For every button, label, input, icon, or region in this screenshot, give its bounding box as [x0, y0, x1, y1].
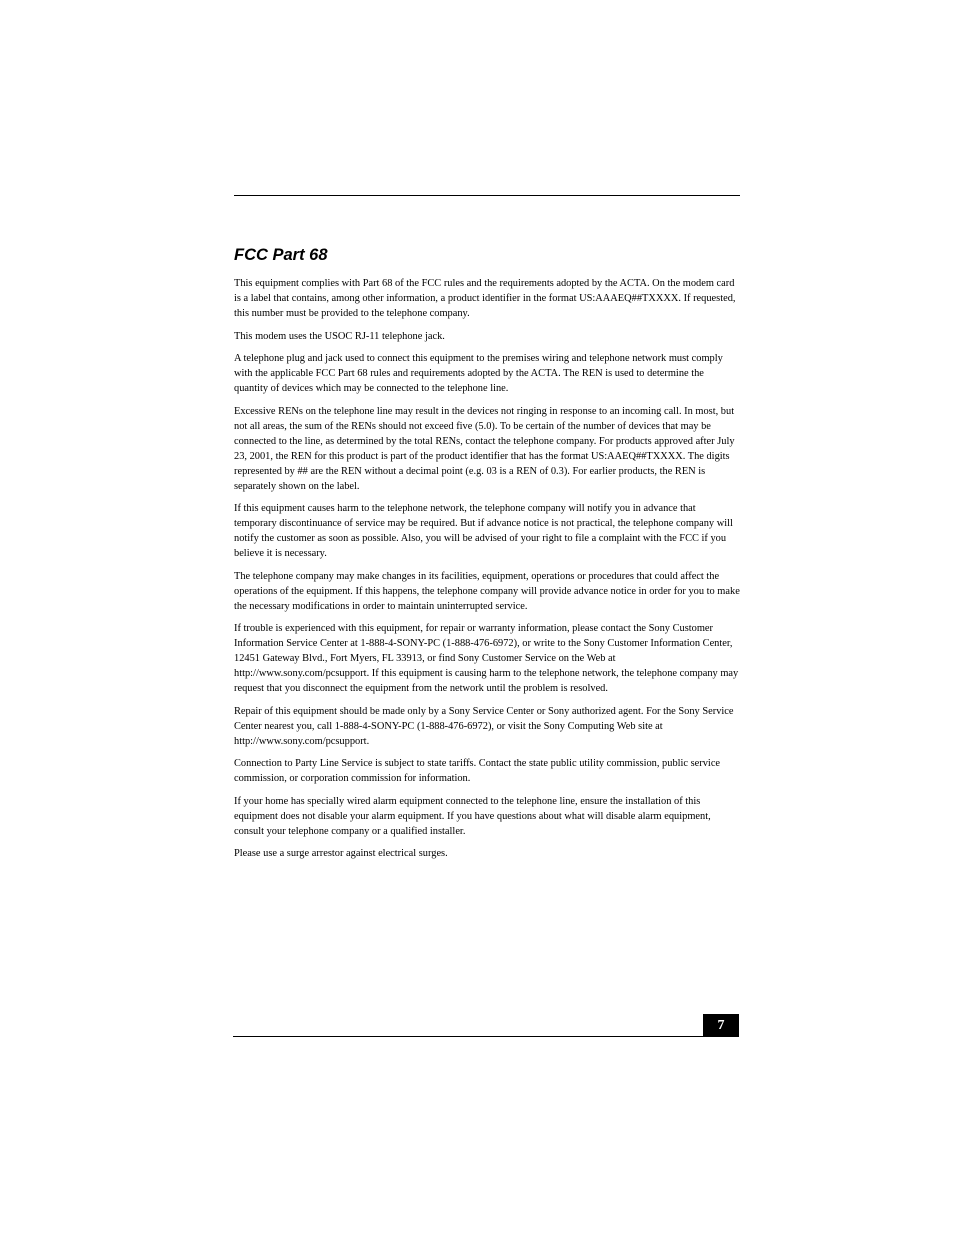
paragraph-facility-changes: The telephone company may make changes in its facilities, equipment, operations or procedures that could affect the operations of the equipment. If this happens, the telephone company will provide advance notice in order for you to make the necessary modifications in order to maintain uninterrupted service.: [234, 570, 740, 612]
paragraph-usoc-jack: This modem uses the USOC RJ-11 telephone jack.: [234, 330, 445, 342]
paragraph-plug-and-jack: A telephone plug and jack used to connect this equipment to the premises wiring and telephone network must comply with the applicable FCC Part 68 rules and requirements adopted by the ACTA. The REN is used to determine the quantity of devices which may be connected to the telephone line.: [234, 353, 723, 394]
paragraph-network-harm: If this equipment causes harm to the telephone network, the telephone company will notify you in advance that temporary discontinuance of service may be required. But if advance notice is not practical, the telephone company will notify the customer as soon as possible. Also, you will be advised of your right to file a complaint with the FCC if you believe it is necessary.: [234, 503, 733, 559]
paragraph-surge-arrestor: Please use a surge arrestor against electrical surges.: [234, 848, 448, 859]
paragraph-excessive-rens: Excessive RENs on the telephone line may result in the devices not ringing in response to an incoming call. In most, but not all areas, the sum of the RENs should not exceed five (5.0). To be certain of the number of devices that may be connected to the line, as determined by the total RENs, contact the telephone company. For products approved after July 23, 2001, the REN for this product is part of the product identifier that has the format US:AAEQ##TXXXX. The digits represented by ## are the REN without a decimal point (e.g. 03 is a REN of 0.3). For earlier products, the REN is separately shown on the label.: [234, 405, 735, 492]
paragraph-trouble-support: If trouble is experienced with this equipment, for repair or warranty information, please contact the Sony Customer Information Service Center at 1-888-4-SONY-PC (1-888-476-6972), or write to the Sony Customer Information Center, 12451 Gateway Blvd., Fort Myers, FL 33913, or find Sony Customer Service on the Web at http://www.sony.com/pcsupport. If this equipment is causing harm to the telephone network, the telephone company may request that you disconnect the equipment from the network until the problem is resolved.: [234, 623, 739, 694]
footer-rule: [233, 1036, 739, 1037]
paragraph-party-line: Connection to Party Line Service is subject to state tariffs. Contact the state public utility commission, public service commission, or corporation commission for information.: [234, 758, 721, 784]
paragraph-alarm-equipment: If your home has specially wired alarm equipment connected to the telephone line, ensure the installation of this equipment does not disable your alarm equipment. If you have questions about what will disable alarm equipment, consult your telephone company or a qualified installer.: [234, 795, 711, 837]
header-rule: [234, 195, 740, 196]
paragraph-fcc-compliance: This equipment complies with Part 68 of the FCC rules and the requirements adopted by the ACTA. On the modem card is a label that contains, among other information, a product identifier in the format US:AAAEQ##TXXXX. If requested, this number must be provided to the telephone company.: [234, 278, 736, 319]
page-content: [234, 244, 740, 869]
page-number: 7: [703, 1014, 739, 1037]
paragraph-repair: Repair of this equipment should be made only by a Sony Service Center or Sony authorized agent. For the Sony Service Center nearest you, call 1-888-4-SONY-PC (1-888-476-6972), or visit the Sony Computing Web site at http://www.sony.com/pcsupport.: [234, 705, 734, 747]
section-title: FCC Part 68: [234, 246, 328, 264]
